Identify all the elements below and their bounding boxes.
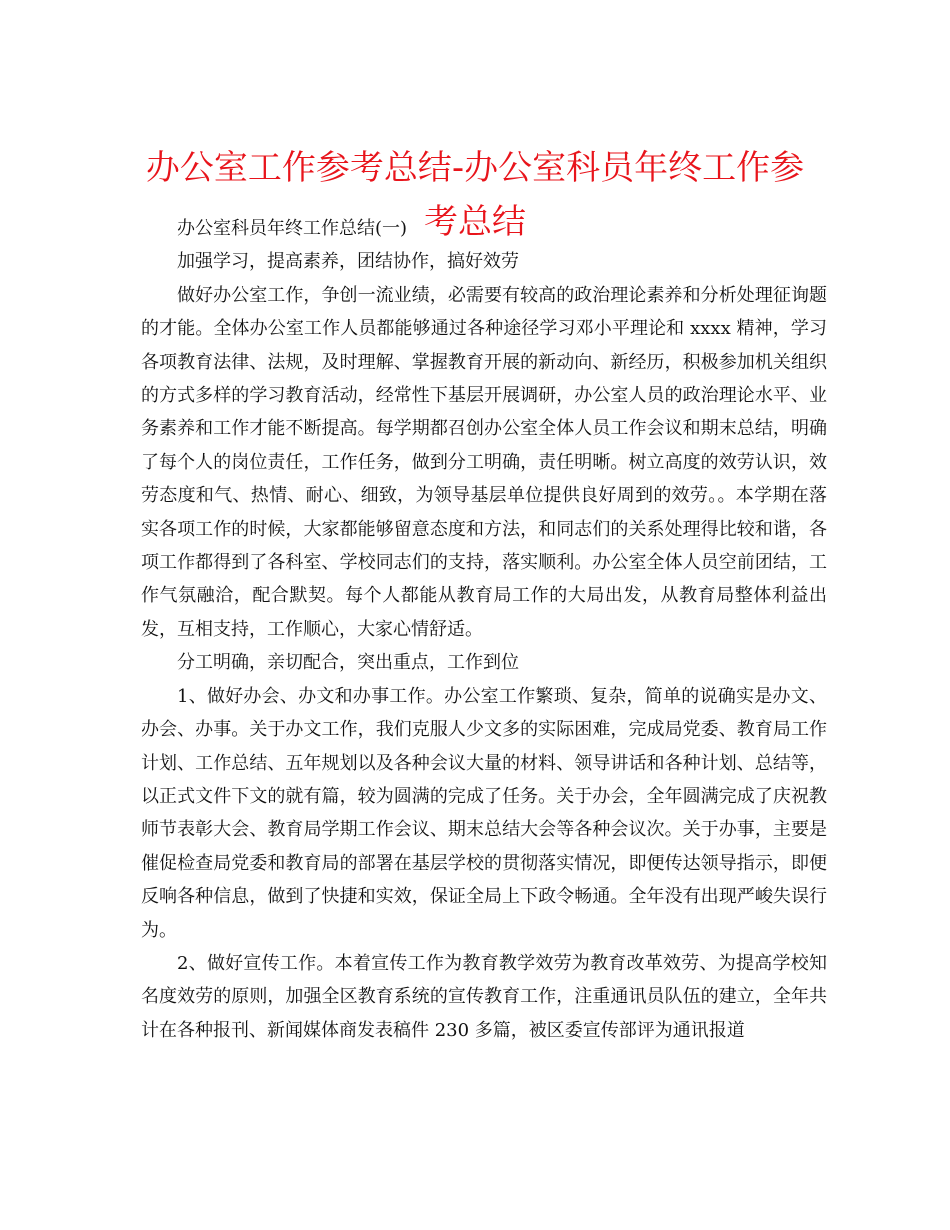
section-heading: 加强学习，提高素养，团结协作，搞好效劳 — [177, 251, 519, 273]
body-paragraph: 1、做好办会、办文和办事工作。办公室工作繁琐、复杂，简单的说确实是办文、办会、办事。关于办文工作，我们克服人少文多的实际困难，完成局党委、教育局工作计划、工作总结、五年规划以及各种会议大量的材料、领导讲话和各种计划、总结等，以正式文件下文的就有篇，较为圆满的完成了任务。关于办会，全年圆满完成了庆祝教师节表彰大会、教育局学期工作会议、期末总结大会等各种会议次。关于办事，主要是催促检查局党委和教育局的部署在基层学校的贯彻落实情况，即便传达领导指示，即便反响各种信息，做到了快捷和实效，保证全局上下政令畅通。全年没有出现严峻失误行为。 — [141, 685, 827, 941]
document-title: 办公室工作参考总结-办公室科员年终工作参考总结 — [145, 147, 805, 242]
body-paragraph: 2、做好宣传工作。本着宣传工作为教育教学效劳为教育改革效劳、为提高学校知名度效劳的原则，加强全区教育系统的宣传教育工作，注重通讯员队伍的建立，全年共计在各种报刊、新闻媒体商发表稿件 230 多篇，被区委宣传部评为通讯报道 — [141, 952, 827, 1041]
body-paragraph: 做好办公室工作，争创一流业绩，必需要有较高的政治理论素养和分析处理征询题的才能。全体办公室工作人员都能够通过各种途径学习邓小平理论和 xxxx 精神，学习各项教育法律、法规，及时理解、掌握教育开展的新动向、新经历，积极参加机关组织的方式多样的学习教育活动，经常性下基层开展调研，办公室人员的政治理论水平、业务素养和工作才能不断提高。每学期都召创办公室全体人员工作会议和期末总结，明确了每个人的岗位责任，工作任务，做到分工明确，责任明晰。树立高度的效劳认识，效劳态度和气、热情、耐心、细致，为领导基层单位提供良好周到的效劳。。本学期在落实各项工作的时候，大家都能够留意态度和方法，和同志们的关系处理得比较和谐，各项工作都得到了各科室、学校同志们的支持，落实顺利。办公室全体人员空前团结，工作气氛融洽，配合默契。每个人都能从教育局工作的大局出发，从教育局整体利益出发，互相支持，工作顺心，大家心情舒适。 — [141, 284, 827, 640]
section-heading: 分工明确，亲切配合，突出重点，工作到位 — [177, 652, 519, 674]
section-heading: 办公室科员年终工作总结(一) — [177, 218, 408, 239]
document-body — [141, 212, 827, 1047]
